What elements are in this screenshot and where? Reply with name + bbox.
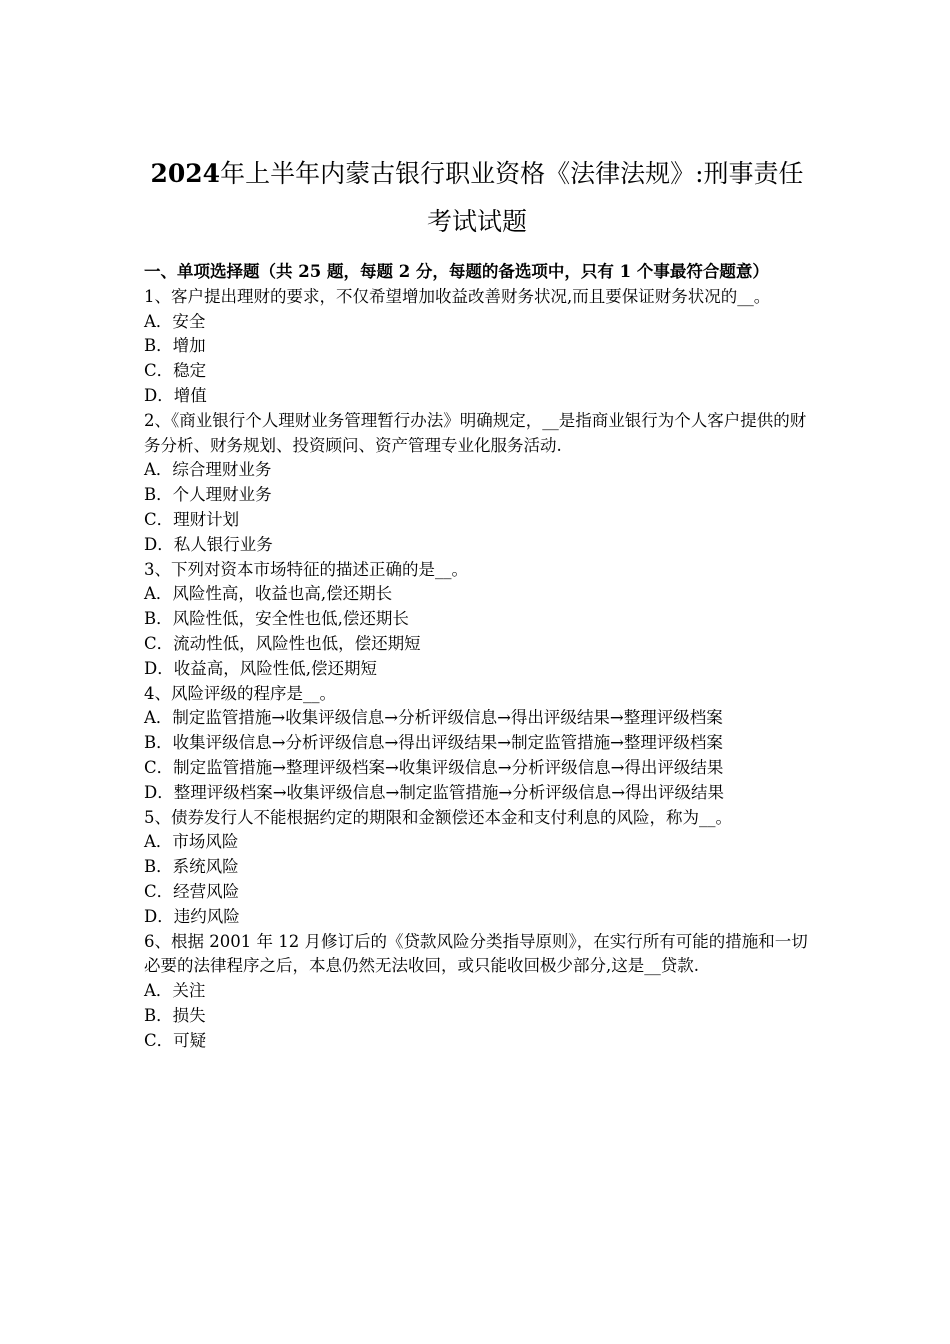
option-b: B．增加 — [144, 336, 206, 356]
question-stem: 4、风险评级的程序是__。 — [144, 683, 336, 703]
option-d: D．整理评级档案→收集评级信息→制定监管措施→分析评级信息→得出评级结果 — [144, 782, 725, 802]
question-2 — [144, 409, 810, 558]
option-d: D．增值 — [144, 385, 207, 405]
question-3 — [144, 558, 810, 682]
option-c: C．可疑 — [144, 1030, 207, 1050]
question-4 — [144, 682, 810, 806]
option-a: A．关注 — [144, 981, 206, 1001]
option-c: C．稳定 — [144, 361, 207, 381]
option-a: A．安全 — [144, 311, 206, 331]
option-b: B．损失 — [144, 1005, 206, 1025]
option-a: A．制定监管措施→收集评级信息→分析评级信息→得出评级结果→整理评级档案 — [144, 708, 723, 728]
option-b: B．风险性低，安全性也低,偿还期长 — [144, 609, 409, 629]
option-c: C．理财计划 — [144, 509, 240, 529]
document-title — [144, 150, 810, 198]
question-stem: 1、客户提出理财的要求，不仅希望增加收益改善财务状况,而且要保证财务状况的__。 — [144, 286, 771, 306]
option-c: C．经营风险 — [144, 881, 240, 901]
option-d: D．收益高，风险性低,偿还期短 — [144, 658, 377, 678]
option-a: A．风险性高，收益也高,偿还期长 — [144, 584, 393, 604]
option-b: B．个人理财业务 — [144, 485, 272, 505]
document-title-line2: 考试试题 — [426, 207, 527, 236]
question-stem: 6、根据 2001 年 12 月修订后的《贷款风险分类指导原则》，在实行所有可能的措施和一切必要的法律程序之后，本息仍然无法收回，或只能收回极少部分,这是__贷款. — [144, 931, 808, 976]
question-1 — [144, 285, 810, 409]
title-year: 2024 — [150, 159, 221, 188]
question-stem: 2、《商业银行个人理财业务管理暂行办法》明确规定，__是指商业银行为个人客户提供的财务分析、财务规划、投资顾问、资产管理专业化服务活动. — [144, 410, 807, 455]
title-text: 年上半年内蒙古银行职业资格《法律法规》:刑事责任 — [220, 159, 804, 188]
option-c: C．流动性低，风险性也低，偿还期短 — [144, 633, 421, 653]
option-a: A．市场风险 — [144, 832, 239, 852]
section-heading: 一、单项选择题（共 25 题，每题 2 分，每题的备选项中，只有 1 个事最符合题意） — [144, 262, 769, 281]
question-5 — [144, 806, 810, 930]
option-c: C．制定监管措施→整理评级档案→收集评级信息→分析评级信息→得出评级结果 — [144, 757, 724, 777]
question-6 — [144, 930, 810, 1054]
option-a: A．综合理财业务 — [144, 460, 272, 480]
option-b: B．系统风险 — [144, 857, 239, 877]
question-stem: 3、下列对资本市场特征的描述正确的是__。 — [144, 559, 468, 579]
option-b: B．收集评级信息→分析评级信息→得出评级结果→制定监管措施→整理评级档案 — [144, 733, 723, 753]
question-stem: 5、债券发行人不能根据约定的期限和金额偿还本金和支付利息的风险，称为__。 — [144, 807, 732, 827]
option-d: D．私人银行业务 — [144, 534, 273, 554]
option-d: D．违约风险 — [144, 906, 240, 926]
